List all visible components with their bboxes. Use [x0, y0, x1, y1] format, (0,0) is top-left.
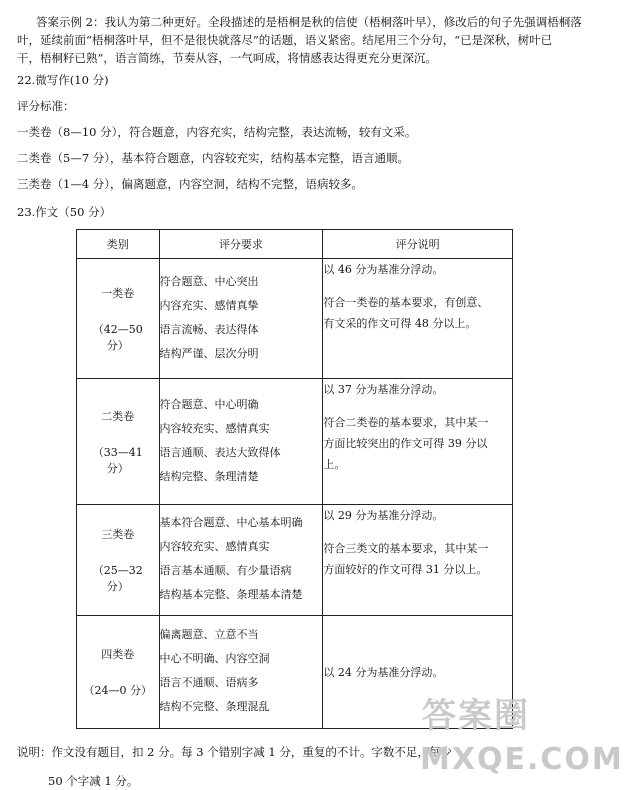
explanation-text: 方面比较突出的作文可得 39 分以 [323, 437, 488, 450]
explanation-text: 符合三类文的基本要求，其中某一 [323, 542, 489, 555]
requirement: 语言通顺、表达大致得体 [159, 445, 281, 459]
intro-line-3: 干，梧桐籽已熟”，语言简练，节奏从容，一气呵成，将情感表达得更充分更深沉。 [17, 51, 437, 65]
requirement: 结构基本完整、条理基本清楚 [159, 588, 303, 601]
category-cell [77, 616, 160, 729]
explanation-text: 方面较好的作文可得 31 分以上。 [323, 563, 488, 576]
explanation-text: 上。 [323, 458, 346, 471]
q22-grade-1: 一类卷（8—10 分），符合题意，内容充实，结构完整，表达流畅，较有文采。 [17, 125, 417, 139]
requirements-cell [159, 505, 323, 616]
category-name: 四类卷 [101, 648, 135, 661]
requirement: 中心不明确、内容空洞 [159, 652, 270, 665]
category-range-unit: 分） [106, 461, 129, 475]
q23-note-line-1: 说明：作文没有题目，扣 2 分。每 3 个错别字减 1 分，重复的不计。字数不足，每少 [17, 745, 452, 759]
requirement: 符合题意、中心突出 [159, 274, 259, 288]
table-row [77, 379, 513, 505]
base-score-text: 以 24 分为基准分浮动。 [323, 665, 444, 679]
explanation-text: 符合一类卷的基本要求，有创意、 [323, 296, 489, 309]
header-requirements: 评分要求 [159, 230, 323, 259]
requirement: 偏离题意、立意不当 [159, 628, 259, 641]
requirement: 内容较充实、感情真实 [159, 540, 270, 553]
category-name: 二类卷 [101, 409, 135, 423]
requirement: 内容充实、感情真挚 [159, 298, 259, 312]
header-category: 类别 [77, 230, 160, 259]
explanation-cell [323, 379, 513, 505]
essay-grading-table [76, 229, 513, 729]
table-row [77, 259, 513, 379]
q22-title: 22.微写作(10 分) [17, 73, 109, 87]
watermark-site: MXQE.COM [420, 742, 624, 777]
requirement: 符合题意、中心明确 [159, 397, 259, 411]
watermark-logo: 答案圈 [422, 696, 530, 736]
requirements-cell [159, 379, 323, 505]
category-range: （33—41 [92, 445, 143, 459]
header-explanation: 评分说明 [323, 230, 513, 259]
requirement: 内容较充实、感情真实 [159, 421, 270, 435]
requirements-cell [159, 259, 323, 379]
category-range-unit: 分） [106, 338, 129, 352]
category-cell [77, 379, 160, 505]
requirement: 语言流畅、表达得体 [159, 322, 259, 336]
intro-line-2: 叶，延续前面“梧桐落叶早，但不是很快就落尽”的话题，语义紧密。结尾用三个分句，“已是深秋，树叶已 [17, 33, 553, 47]
base-score-text: 以 46 分为基准分浮动。 [323, 263, 444, 276]
requirement: 结构不完整、条理混乱 [159, 700, 270, 713]
category-range: （25—32 [92, 564, 143, 577]
requirement: 语言不通顺、语病多 [159, 676, 259, 689]
requirement: 语言基本通顺、有少量语病 [159, 564, 292, 577]
base-score-text: 以 37 分为基准分浮动。 [323, 383, 444, 396]
requirements-cell [159, 616, 323, 729]
q22-criteria-label: 评分标准： [17, 99, 75, 113]
category-range: （42—50 [92, 322, 143, 336]
q22-grade-3: 三类卷（1—4 分），偏离题意，内容空洞，结构不完整，语病较多。 [17, 177, 364, 191]
q23-note-line-2: 50 个字减 1 分。 [48, 774, 139, 788]
requirement: 结构完整、条理清楚 [159, 469, 259, 483]
category-range: （24—0 分） [83, 684, 153, 697]
table-header-row [77, 230, 513, 259]
category-cell [77, 505, 160, 616]
explanation-cell [323, 505, 513, 616]
q23-title: 23.作文（50 分） [17, 205, 112, 219]
requirement: 基本符合题意、中心基本明确 [159, 516, 303, 529]
category-name: 一类卷 [101, 286, 135, 300]
category-cell [77, 259, 160, 379]
explanation-text: 有文采的作文可得 48 分以上。 [323, 317, 477, 330]
category-name: 三类卷 [101, 528, 135, 541]
category-range-unit: 分） [106, 580, 129, 593]
explanation-text: 符合二类卷的基本要求，其中某一 [323, 416, 489, 429]
intro-line-1: 答案示例 2：我认为第二种更好。全段描述的是梧桐是秋的信使（梧桐落叶早），修改后的句子先强调梧桐落 [36, 15, 582, 29]
requirement: 结构严谨、层次分明 [159, 346, 259, 360]
explanation-cell [323, 259, 513, 379]
base-score-text: 以 29 分为基准分浮动。 [323, 509, 444, 522]
q22-grade-2: 二类卷（5—7 分），基本符合题意，内容较充实，结构基本完整，语言通顺。 [17, 151, 410, 165]
table-row [77, 505, 513, 616]
